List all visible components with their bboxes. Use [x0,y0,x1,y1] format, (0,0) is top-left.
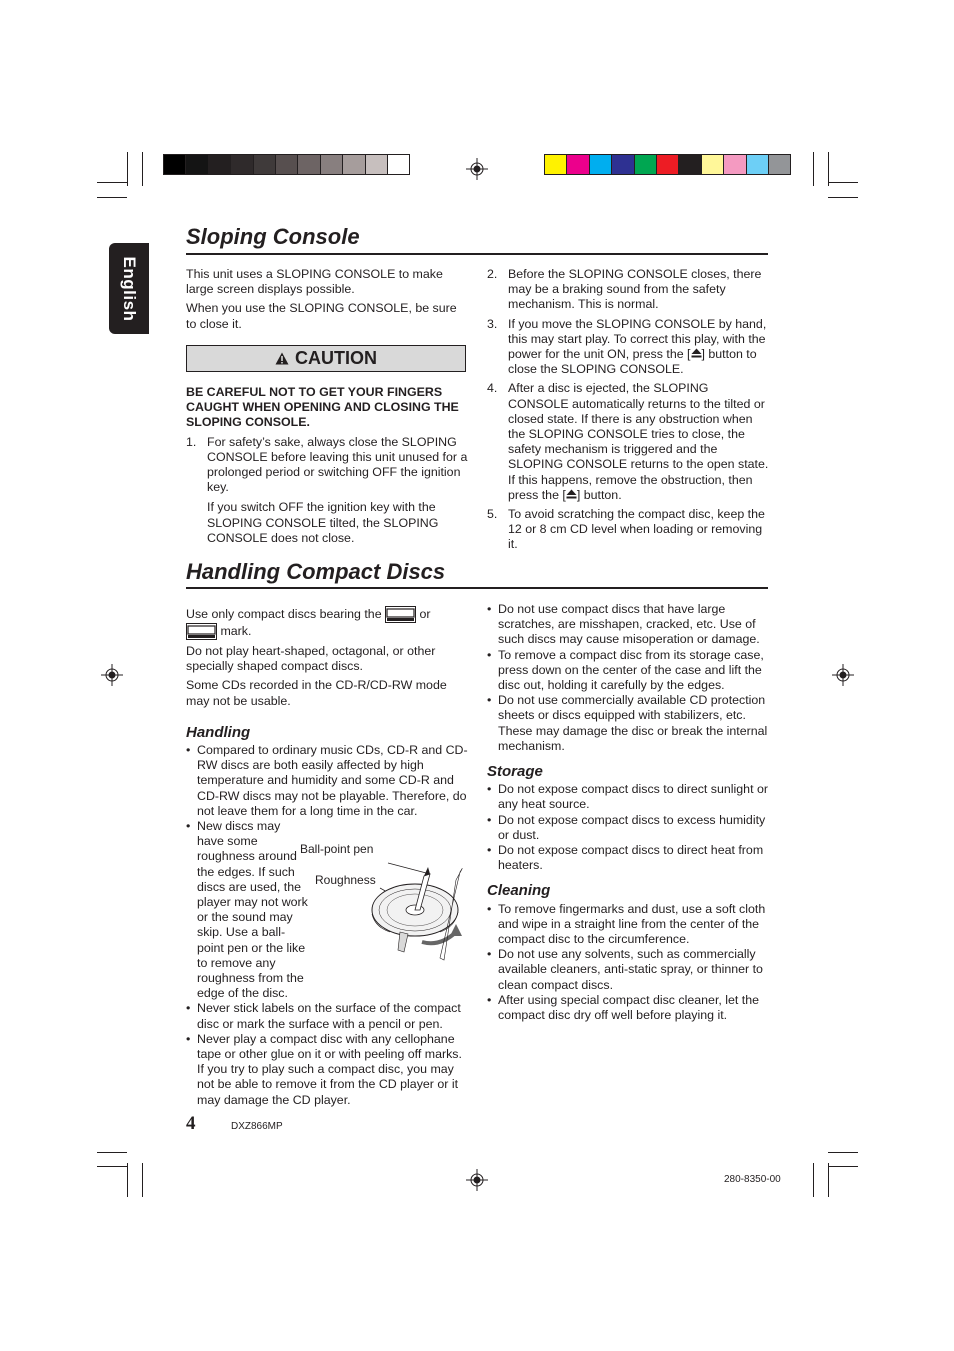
eject-icon [691,348,702,358]
color-swatch [768,154,791,175]
list-item: 1. For safety’s sake, always close the SLOPING CONSOLE before leaving this unit unused for a prolonged period or switching OFF the ignition key. If you switch OFF the ignition key with the SLOPING CONSOLE tilted, the SLOPING CONSOLE does not close. [186,434,468,545]
list-item: • Do not expose compact discs to direct sunlight or any heat source. [487,782,768,812]
sloping-intro: When you use the SLOPING CONSOLE, be sure to close it. [186,301,457,331]
subheading-handling: Handling [186,723,251,741]
language-tab [109,243,149,334]
section-title-handling-compact-discs: Handling Compact Discs [186,559,446,584]
language-tab-label: English [120,256,139,321]
section-title-sloping-console: Sloping Console [186,224,360,249]
list-item: • Do not expose compact discs to excess humidity or dust. [487,812,766,842]
list-item: • Never play a compact disc with any cellophane tape or other glue on it or with peeling off marks. If you try to play such a compact disc, you may not be able to remove it from the CD player or it may damage the CD player. [186,1031,462,1107]
list-item: 4. After a disc is ejected, the SLOPING CONSOLE automatically returns to the tilted or closed state. If there is any obstruction when the SLOPING CONSOLE tries to close, the safety mechanism is triggered and the SLOPING CONSOLE returns to the open state. If this happens, remove the obstruction, then press the [ ] button. [487,381,769,502]
color-swatch [320,154,343,175]
registration-mark-icon [466,1169,488,1191]
color-swatch [701,154,724,175]
label-roughness: Roughness [315,873,376,887]
color-swatch [275,154,298,175]
color-swatch [544,154,567,175]
sloping-left-column [186,267,466,336]
label-ball-point-pen: Ball-point pen [300,842,374,856]
color-swatch [746,154,769,175]
list-item: • Never stick labels on the surface of the compact disc or mark the surface with a pencil or pen. [186,1001,461,1031]
discs-right-column [487,602,769,1023]
subheading-cleaning: Cleaning [487,882,551,900]
list-item: 2. Before the SLOPING CONSOLE closes, there may be a braking sound from the safety mechanism. This is normal. [487,267,762,312]
list-item: 3. If you move the SLOPING CONSOLE by hand, this may start play. To correct this play, with the power for the unit ON, press the [ ] button to close the SLOPING CONSOLE. [487,316,767,377]
cd-logo-requirement: Use only compact discs bearing the or mark. [186,606,468,640]
eject-icon [566,489,577,499]
compact-disc-digital-audio-logo-icon [385,606,416,623]
caution-banner [186,345,466,372]
document-code: 280-8350-00 [724,1174,781,1185]
color-swatch [678,154,701,175]
color-swatch [611,154,634,175]
subheading-storage: Storage [487,763,543,781]
sloping-right-column [487,267,769,557]
disc-edge-cleaning-illustration [360,852,470,967]
list-item: • To remove a compact disc from its storage case, press down on the center of the case and lift the disc out, holding it carefully by the edges. [487,647,764,693]
color-swatch [634,154,657,175]
color-swatch [365,154,388,175]
color-swatch [387,154,410,175]
disc-shape-note: Do not play heart-shaped, octagonal, or other specially shaped compact discs. [186,644,436,674]
compact-disc-text-logo-icon [186,623,217,640]
color-swatch [566,154,589,175]
list-item: • Compared to ordinary music CDs, CD-R and CD-RW discs are both easily affected by high temperature and humidity and some CD-R and CD-RW discs may not be playable. Therefore, do not leave them for a long time in the car. [186,743,468,818]
color-swatch [297,154,320,175]
color-swatch [185,154,208,175]
color-swatch [230,154,253,175]
model-number: DXZ866MP [231,1121,283,1132]
caution-content [186,385,468,550]
registration-mark-icon [466,158,488,180]
color-swatch [723,154,746,175]
page-number: 4 [186,1113,196,1134]
sloping-intro: This unit uses a SLOPING CONSOLE to make large screen displays possible. [186,267,443,297]
list-item: • Do not use compact discs that have large scratches, are misshapen, cracked, etc. Use of such discs may cause misoperation or damage. [487,602,760,647]
registration-mark-icon [101,664,123,686]
cdr-note: Some CDs recorded in the CD-R/CD-RW mode may not be usable. [186,678,447,708]
list-item: • After using special compact disc cleaner, let the compact disc dry off well before playing it. [487,992,760,1023]
registration-mark-icon [832,664,854,686]
color-swatch [253,154,276,175]
color-swatch [342,154,365,175]
caution-label: CAUTION [295,348,377,368]
list-item: • To remove fingermarks and dust, use a soft cloth and wipe in a straight line from the center of the compact disc to the circumference. [487,901,766,947]
color-swatch [163,154,186,175]
color-swatch [208,154,231,175]
list-item: • Do not use commercially available CD protection sheets or discs equipped with stabilizers, etc. These may damage the disc or break the internal mechanism. [487,693,768,753]
list-item: • Do not use any solvents, such as commercially available cleaners, anti-static spray, or thinner to clean compact discs. [487,947,763,992]
list-item: 5. To avoid scratching the compact disc, keep the 12 or 8 cm CD level when loading or removing it. [487,507,765,552]
warning-triangle-icon [275,352,289,365]
caution-warning: BE CAREFUL NOT TO GET YOUR FINGERS CAUGHT WHEN OPENING AND CLOSING THE SLOPING CONSOLE. [186,385,459,430]
color-swatch [589,154,612,175]
list-item: • New discs may have some roughness around the edges. If such discs are used, the player may not work or the sound may skip. Use a ball-point pen or the like to remove any roughness from the edge of the disc. [186,819,308,1001]
color-swatch [656,154,679,175]
section-divider [186,253,768,255]
section-divider [186,587,768,589]
list-item: • Do not expose compact discs to direct heat from heaters. [487,843,764,873]
